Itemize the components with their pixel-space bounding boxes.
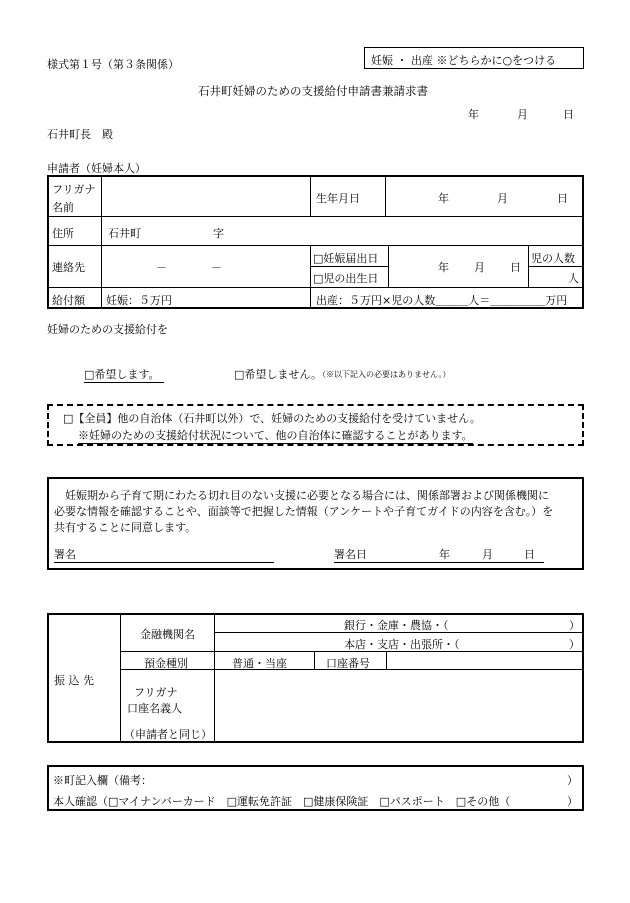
account-holder-field[interactable] [218,672,578,740]
signature-field[interactable] [54,546,274,563]
contact-value[interactable]: － － [156,261,222,274]
notice-year: 年 [438,261,449,274]
name-label: 名前 [52,201,74,214]
child-birthdate-checkbox[interactable]: □児の出生日 [313,272,379,285]
benefit-birth[interactable]: 出産：５万円×児の人数＿＿＿人＝＿＿＿＿＿万円 [316,294,568,307]
consent-box [47,477,584,570]
type-select-box[interactable] [364,47,584,69]
institution-label: 金融機関名 [140,628,195,641]
benefit-label: 給付額 [52,294,85,307]
name-field[interactable] [106,178,306,214]
deposit-type-label: 預金種別 [144,657,188,670]
birth-month: 月 [497,192,508,205]
account-number-label: 口座番号 [326,657,370,670]
signature-date-label: 署名日 [334,548,367,561]
account-holder-label: 口座名義人 [127,702,182,715]
signature-label: 署名 [54,548,76,561]
holder-furigana: フリガナ [134,686,178,699]
furigana-label: フリガナ [52,183,96,196]
birthdate-label: 生年月日 [316,192,360,205]
institution-type[interactable]: 銀行・金庫・農協・（ [344,619,449,632]
applicant-label: 申請者（妊婦本人） [47,162,146,175]
type-select-text: 妊娠 ・ 出産 ※どちらかに○をつける [371,54,557,67]
other-municipality-box [47,404,584,446]
same-as-applicant: （申請者と同じ） [124,728,212,741]
identity-check-close: ） [567,795,578,808]
sig-day: 日 [524,548,535,561]
branch-close: ） [569,638,580,651]
birth-day: 日 [557,192,568,205]
consent-text-3: 共有することに同意します。 [54,521,197,534]
date-day: 日 [563,108,574,121]
office-remarks-close: ） [567,774,578,787]
benefit-pregnancy: 妊娠：５万円 [106,294,172,307]
other-municipality-note: ※妊婦のための支援給付状況について、他の自治体に確認することがあります。 [78,429,473,442]
support-question: 妊婦のための支援給付を [47,323,168,336]
address-aza: 字 [213,227,224,240]
option-yes-checkbox[interactable]: □希望します。 [84,366,164,383]
option-no-checkbox[interactable]: □希望しません。 [234,368,323,381]
notice-month: 月 [474,261,485,274]
notice-day: 日 [510,261,521,274]
branch-type[interactable]: 本店・支店・出張所・（ [344,638,460,651]
pregnancy-notice-checkbox[interactable]: □妊娠届出日 [313,252,379,265]
bank-section-label: 振 込 先 [54,674,94,687]
date-year: 年 [468,108,479,121]
date-month: 月 [517,108,528,121]
consent-text-1: 妊娠期から子育て期にわたる切れ目のない支援に必要となる場合には、関係部署および関係機関に [65,489,549,502]
sig-year: 年 [439,548,450,561]
consent-text-2: 必要な情報を確認することや、面談等で把握した情報（アンケートや子育てガイドの内容を含む。）を [54,505,554,518]
address-label: 住所 [52,227,74,240]
children-count-label: 児の人数 [531,252,575,265]
institution-close: ） [569,619,580,632]
office-remarks: ※町記入欄（備考： [53,774,152,787]
page-title: 石井町妊婦のための支援給付申請書兼請求書 [198,84,428,98]
birth-year: 年 [438,192,449,205]
deposit-type-value[interactable]: 普通・当座 [232,657,287,670]
option-no-note: （※以下記入の必要はありません。） [318,370,451,379]
address-value[interactable]: 石井町 [108,227,141,240]
office-use-box [47,765,584,811]
form-number: 様式第１号（第３条関係） [47,58,179,71]
signature-date-field[interactable] [334,546,544,563]
account-number-field[interactable] [390,652,580,668]
addressee: 石井町長 殿 [47,128,113,141]
children-unit: 人 [568,272,579,285]
other-municipality-checkbox[interactable]: □【全員】他の自治体（石井町以外）で、妊婦のための支援給付を受けていません。 [63,412,481,425]
identity-check[interactable]: 本人確認（□マイナンバーカード □運転免許証 □健康保険証 □パスポート □その他（ [53,795,511,808]
sig-month: 月 [482,548,493,561]
contact-label: 連絡先 [52,261,85,274]
